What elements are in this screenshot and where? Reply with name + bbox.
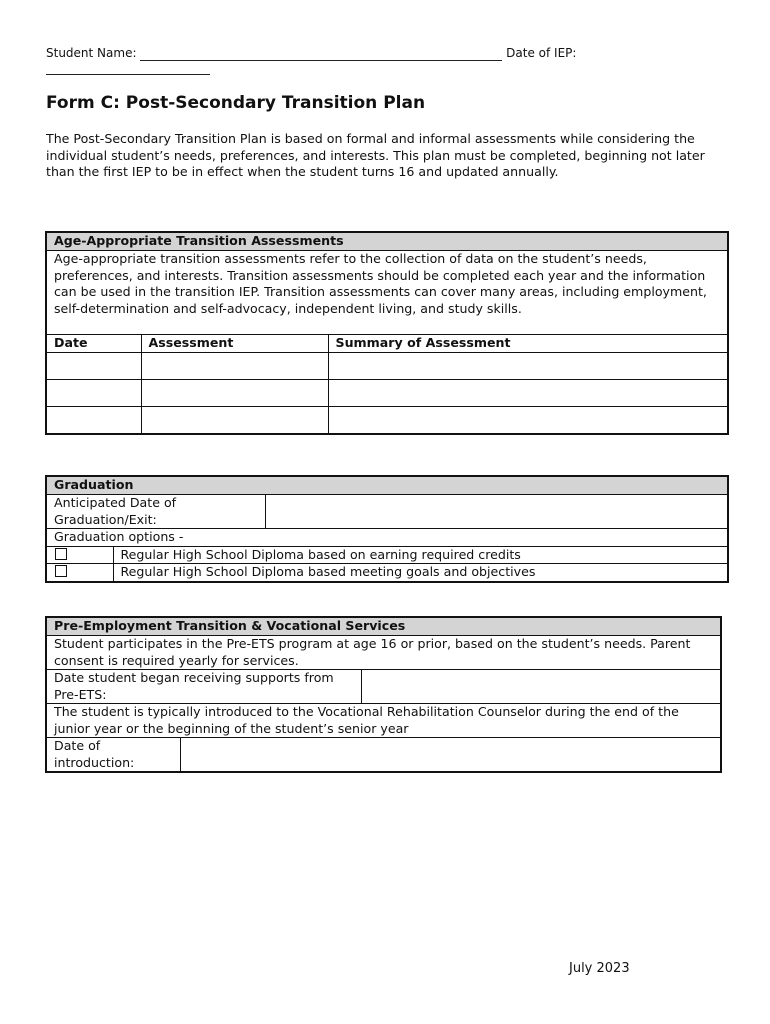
introduction-date-label: Date of introduction: bbox=[46, 738, 180, 773]
assessment-cell[interactable] bbox=[141, 380, 328, 407]
table-row bbox=[46, 380, 728, 407]
graduation-table bbox=[45, 475, 729, 583]
date-cell[interactable] bbox=[46, 407, 141, 435]
checkbox-credits[interactable] bbox=[55, 548, 67, 560]
assessment-cell[interactable] bbox=[141, 407, 328, 435]
table-row bbox=[46, 407, 728, 435]
date-cell[interactable] bbox=[46, 353, 141, 380]
graduation-option-row bbox=[46, 564, 728, 582]
checkbox-cell bbox=[46, 564, 113, 582]
checkbox-cell bbox=[46, 546, 113, 564]
summary-cell[interactable] bbox=[328, 380, 728, 407]
pre-ets-heading: Pre-Employment Transition & Vocational Services bbox=[46, 617, 721, 636]
table-row bbox=[46, 353, 728, 380]
graduation-options-label: Graduation options - bbox=[46, 529, 728, 547]
anticipated-date-field[interactable] bbox=[265, 495, 728, 529]
column-header-summary: Summary of Assessment bbox=[328, 335, 728, 353]
anticipated-date-label: Anticipated Date of Graduation/Exit: bbox=[46, 495, 265, 529]
option-credits-label: Regular High School Diploma based on earning required credits bbox=[113, 546, 728, 564]
date-of-iep-label: Date of IEP: bbox=[506, 46, 577, 60]
graduation-option-row bbox=[46, 546, 728, 564]
summary-cell[interactable] bbox=[328, 407, 728, 435]
intro-paragraph: The Post-Secondary Transition Plan is based on formal and informal assessments while considering the individual student’s needs, preferences, and interests. This plan must be completed, beginning not later than the first IEP to be in effect when the student turns 16 and updated annually. bbox=[46, 131, 705, 179]
summary-cell[interactable] bbox=[328, 353, 728, 380]
assessments-table bbox=[45, 231, 729, 435]
column-header-date: Date bbox=[46, 335, 141, 353]
footer-date: July 2023 bbox=[569, 961, 630, 976]
student-name-field[interactable] bbox=[140, 46, 502, 61]
page-title: Form C: Post-Secondary Transition Plan bbox=[46, 93, 426, 113]
introduction-date-field[interactable] bbox=[180, 738, 721, 773]
pre-ets-table bbox=[45, 616, 722, 773]
checkbox-goals[interactable] bbox=[55, 565, 67, 577]
assessments-description: Age-appropriate transition assessments refer to the collection of data on the student’s needs, preferences, and interests. Transition assessments should be completed each year and the information can be used in the transition IEP. Transition assessments can cover many areas, including employment, self-determination and self-advocacy, independent living, and study skills. bbox=[46, 251, 728, 335]
column-header-assessment: Assessment bbox=[141, 335, 328, 353]
assessment-cell[interactable] bbox=[141, 353, 328, 380]
pre-ets-description: Student participates in the Pre-ETS program at age 16 or prior, based on the student’s needs. Parent consent is required yearly for services. bbox=[46, 636, 721, 670]
graduation-heading: Graduation bbox=[46, 476, 728, 495]
assessments-heading: Age-Appropriate Transition Assessments bbox=[46, 232, 728, 251]
date-of-iep-field[interactable] bbox=[46, 74, 210, 75]
date-cell[interactable] bbox=[46, 380, 141, 407]
student-header bbox=[46, 46, 576, 61]
option-goals-label: Regular High School Diploma based meeting goals and objectives bbox=[113, 564, 728, 582]
student-name-label: Student Name: bbox=[46, 46, 137, 60]
began-supports-field[interactable] bbox=[361, 670, 721, 704]
began-supports-label: Date student began receiving supports from Pre-ETS: bbox=[46, 670, 361, 704]
vr-counselor-text: The student is typically introduced to the Vocational Rehabilitation Counselor during the end of the junior year or the beginning of the student’s senior year bbox=[46, 704, 721, 738]
